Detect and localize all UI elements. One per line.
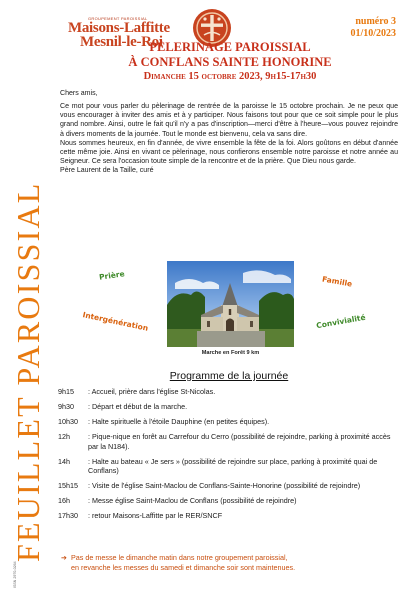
programme-time: 9h30 bbox=[58, 402, 74, 411]
theme-intergeneration: Intergénération bbox=[81, 310, 150, 333]
letter-paragraph: Ce mot pour vous parler du pèlerinage de rentrée de la paroisse le 15 octobre prochain. Je ne peux que vous encourager à inviter des amis et à y participer. Nous faisons tout pour que ce soit simple pour le plus grand nombre. Ainsi, outre le fait qu'il n'y a pas d'inscription—merci d'être à l'heure—vous pouvez rejoindre à divers moments de la journée. Tout le monde est bienvenu, cela va sans dire. bbox=[60, 103, 398, 138]
arrow-right-icon: ➔ bbox=[61, 553, 68, 562]
letter-signature: Père Laurent de la Taille, curé bbox=[60, 167, 154, 175]
programme-desc: : Visite de l'église Saint-Maclou de Conflans-Sainte-Honorine (possibilité de rejoindre) bbox=[88, 481, 361, 490]
issue-number: numéro 3 bbox=[355, 16, 396, 27]
programme-desc: : Départ et début de la marche. bbox=[88, 402, 188, 411]
programme-item bbox=[58, 402, 404, 412]
headline-line1: PÈLERINAGE PAROISSIAL bbox=[149, 40, 311, 54]
programme-item bbox=[58, 511, 404, 521]
programme-time: 15h15 bbox=[58, 481, 78, 490]
letter-greeting: Chers amis, bbox=[60, 90, 98, 97]
mass-schedule-note bbox=[61, 553, 397, 573]
programme-title: Programme de la journée bbox=[169, 370, 289, 382]
theme-famille: Famille bbox=[321, 274, 353, 289]
programme-time: 16h bbox=[58, 496, 70, 505]
programme-time: 10h30 bbox=[58, 417, 78, 426]
logo-name-line2: Mesnil-le-Roi bbox=[80, 34, 163, 50]
logo-name-line1: Maisons-Laffitte bbox=[68, 20, 170, 36]
programme-item bbox=[58, 481, 404, 491]
note-line2: en revanche les messes du samedi et dimanche soir sont maintenues. bbox=[71, 563, 296, 572]
photo-caption: Marche en Forêt 9 km bbox=[201, 350, 260, 356]
programme-desc: : Accueil, prière dans l'église St-Nicolas. bbox=[88, 387, 216, 396]
pastor-letter bbox=[60, 89, 398, 175]
programme-list bbox=[58, 387, 404, 526]
programme-desc: : Halte spirituelle à l'étoile Dauphine (en petites équipes). bbox=[88, 417, 270, 426]
logo-kicker: GROUPEMENT PAROISSIAL bbox=[88, 16, 148, 21]
programme-time: 9h15 bbox=[58, 387, 74, 396]
note-line1: Pas de messe le dimanche matin dans notre groupement paroissial, bbox=[71, 553, 288, 562]
theme-priere: Prière bbox=[98, 269, 126, 282]
programme-time: 17h30 bbox=[58, 511, 78, 520]
church-photo bbox=[167, 261, 294, 347]
programme-desc: : Pique-nique en forêt au Carrefour du Cerro (possibilité de rejoindre, parking à proximité accès par la N184). bbox=[88, 432, 391, 451]
programme-item bbox=[58, 387, 404, 397]
issue-date: 01/10/2023 bbox=[350, 28, 396, 39]
side-title: FEUILLET PAROISSIAL bbox=[10, 181, 46, 562]
programme-item bbox=[58, 432, 404, 451]
letter-paragraph: Nous sommes heureux, en fin d'année, de vivre ensemble la fête de la foi. Alors goûtons en début d'année cette même joie. Ainsi en vivant ce pèlerinage, nous confierons ensemble notre paroisse et notre année au Seigneur. Ce sera l'occasion toute simple de la rencontre et de la prière. Que Dieu nous garde. bbox=[60, 139, 398, 166]
issue-info bbox=[350, 16, 396, 40]
theme-convivialite: Convivialité bbox=[315, 312, 367, 331]
event-date-subtitle: Dimanche 15 octobre 2023, 9h15-17h30 bbox=[143, 71, 317, 82]
programme-desc: : retour Maisons-Laffitte par le RER/SNCF bbox=[88, 511, 223, 520]
programme-desc: : Halte au bateau « Je sers » (possibilité de rejoindre sur place, parking à proximité quai de Conflans) bbox=[88, 456, 378, 475]
programme-item bbox=[58, 496, 404, 506]
headline-line2: À CONFLANS SAINTE HONORINE bbox=[128, 55, 332, 69]
programme-item bbox=[58, 417, 404, 427]
issn-number: ISSN 2970-0264 bbox=[13, 561, 17, 588]
programme-time: 14h bbox=[58, 456, 70, 466]
programme-desc: : Messe église Saint-Maclou de Conflans (possibilité de rejoindre) bbox=[88, 496, 297, 505]
programme-item bbox=[58, 457, 404, 476]
programme-time: 12h bbox=[58, 432, 70, 441]
